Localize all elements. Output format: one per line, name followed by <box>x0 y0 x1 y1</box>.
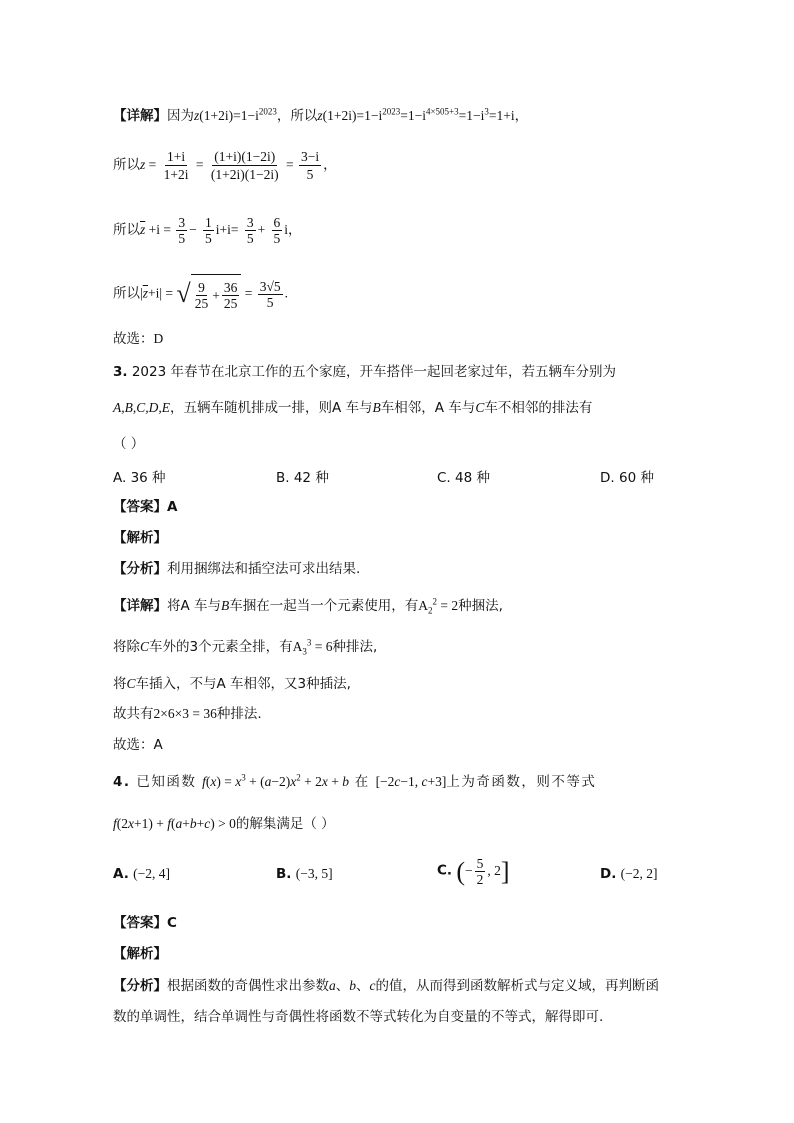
q3-final: 故选：A <box>113 737 163 753</box>
q4-option-a: A. (−2, 4] <box>113 866 170 882</box>
q4-answer: 【答案】C <box>113 915 177 931</box>
q3-fenxi: 【分析】利用捆绑法和插空法可求出结果. <box>113 561 361 577</box>
final-answer-q2: 故选：D <box>113 331 164 347</box>
q3-option-d: D. 60 种 <box>600 470 654 486</box>
q4-fenxi-2: 数的单调性，结合单调性与奇偶性将函数不等式转化为自变量的不等式，解得即可. <box>113 1009 604 1025</box>
q3-analysis-tag: 【解析】 <box>113 530 167 546</box>
q4-fenxi-1: 【分析】根据函数的奇偶性求出参数a、b、c的值，从而得到函数解析式与定义域，再判断函 <box>113 978 659 994</box>
q3-answer: 【答案】A <box>113 499 178 515</box>
question-4-line-1: 4. 已知函数 $f(x) = x^3 + (a-2)x^2 + 2x + b$ 在 [−2c−1, c+3]上为奇函数，则不等式 <box>113 772 597 790</box>
q3-detail-1: 【详解】将A 车与B车捆在一起当一个元素使用，有$A_2^2 = 2$种捆法, <box>113 596 503 616</box>
question-3-line-2: A,B,C,D,E，五辆车随机排成一排，则A 车与B车相邻，A 车与C车不相邻的排法有 <box>113 400 593 416</box>
q3-option-c: C. 48 种 <box>437 470 490 486</box>
question-4-line-2: f(2x+1) + f(a+b+c) > 0的解集满足（ ） <box>113 816 335 832</box>
q3-detail-2: 将除C车外的3个元素全排，有$A_3^3 = 6$种排法, <box>113 637 378 657</box>
equation-1: z <box>194 108 200 123</box>
detail-line-1: 【详解】因为$z(1+2i)=1-i^{2023}$，所以$z(1+2i)=1-i^{2023}=1-i^{4\times 505+3}=1-i^3=1+i$， <box>113 106 529 124</box>
equation-conj-z: 所以$\overline{z} +i$ = $\frac{3}{5}$ − $\frac{1}{5}$ i+i= $\frac{3}{5}$ + $\frac{6}{5}$ i， <box>113 215 302 246</box>
q4-option-d: D. (−2, 2] <box>600 866 658 882</box>
q4-option-b: B. (−3, 5] <box>276 866 333 882</box>
equation-z-fraction: 所以z = $\frac{1+i}{1+2i}$ = $\frac{(1+i)(1-2i)}{(1+2i)(1-2i)}$ = $\frac{3-i}{5}$ ， <box>113 149 337 182</box>
question-3-line-1: 3. 2023 年春节在北京工作的五个家庭，开车搭伴一起回老家过年，若五辆车分别为 <box>113 364 616 380</box>
q4-analysis-tag: 【解析】 <box>113 946 167 962</box>
detail-tag: 【详解】 <box>113 108 167 124</box>
question-3-paren: （ ） <box>113 436 145 452</box>
q4-option-c: C. (− $\frac{5}{2}$ , 2] <box>437 856 510 887</box>
q3-detail-4: 故共有2×6×3 = 36种排法. <box>113 706 262 722</box>
q3-option-b: B. 42 种 <box>276 470 329 486</box>
q3-detail-3: 将C车插入，不与A 车相邻，又3种插法, <box>113 676 351 692</box>
q3-option-a: A. 36 种 <box>113 470 166 486</box>
equation-modulus: 所以$|\overline{z}+i|$ = √ $\frac{9}{25}$ + $\frac{36}{25}$ = $\frac{3√5}{5}$ . <box>113 274 288 314</box>
